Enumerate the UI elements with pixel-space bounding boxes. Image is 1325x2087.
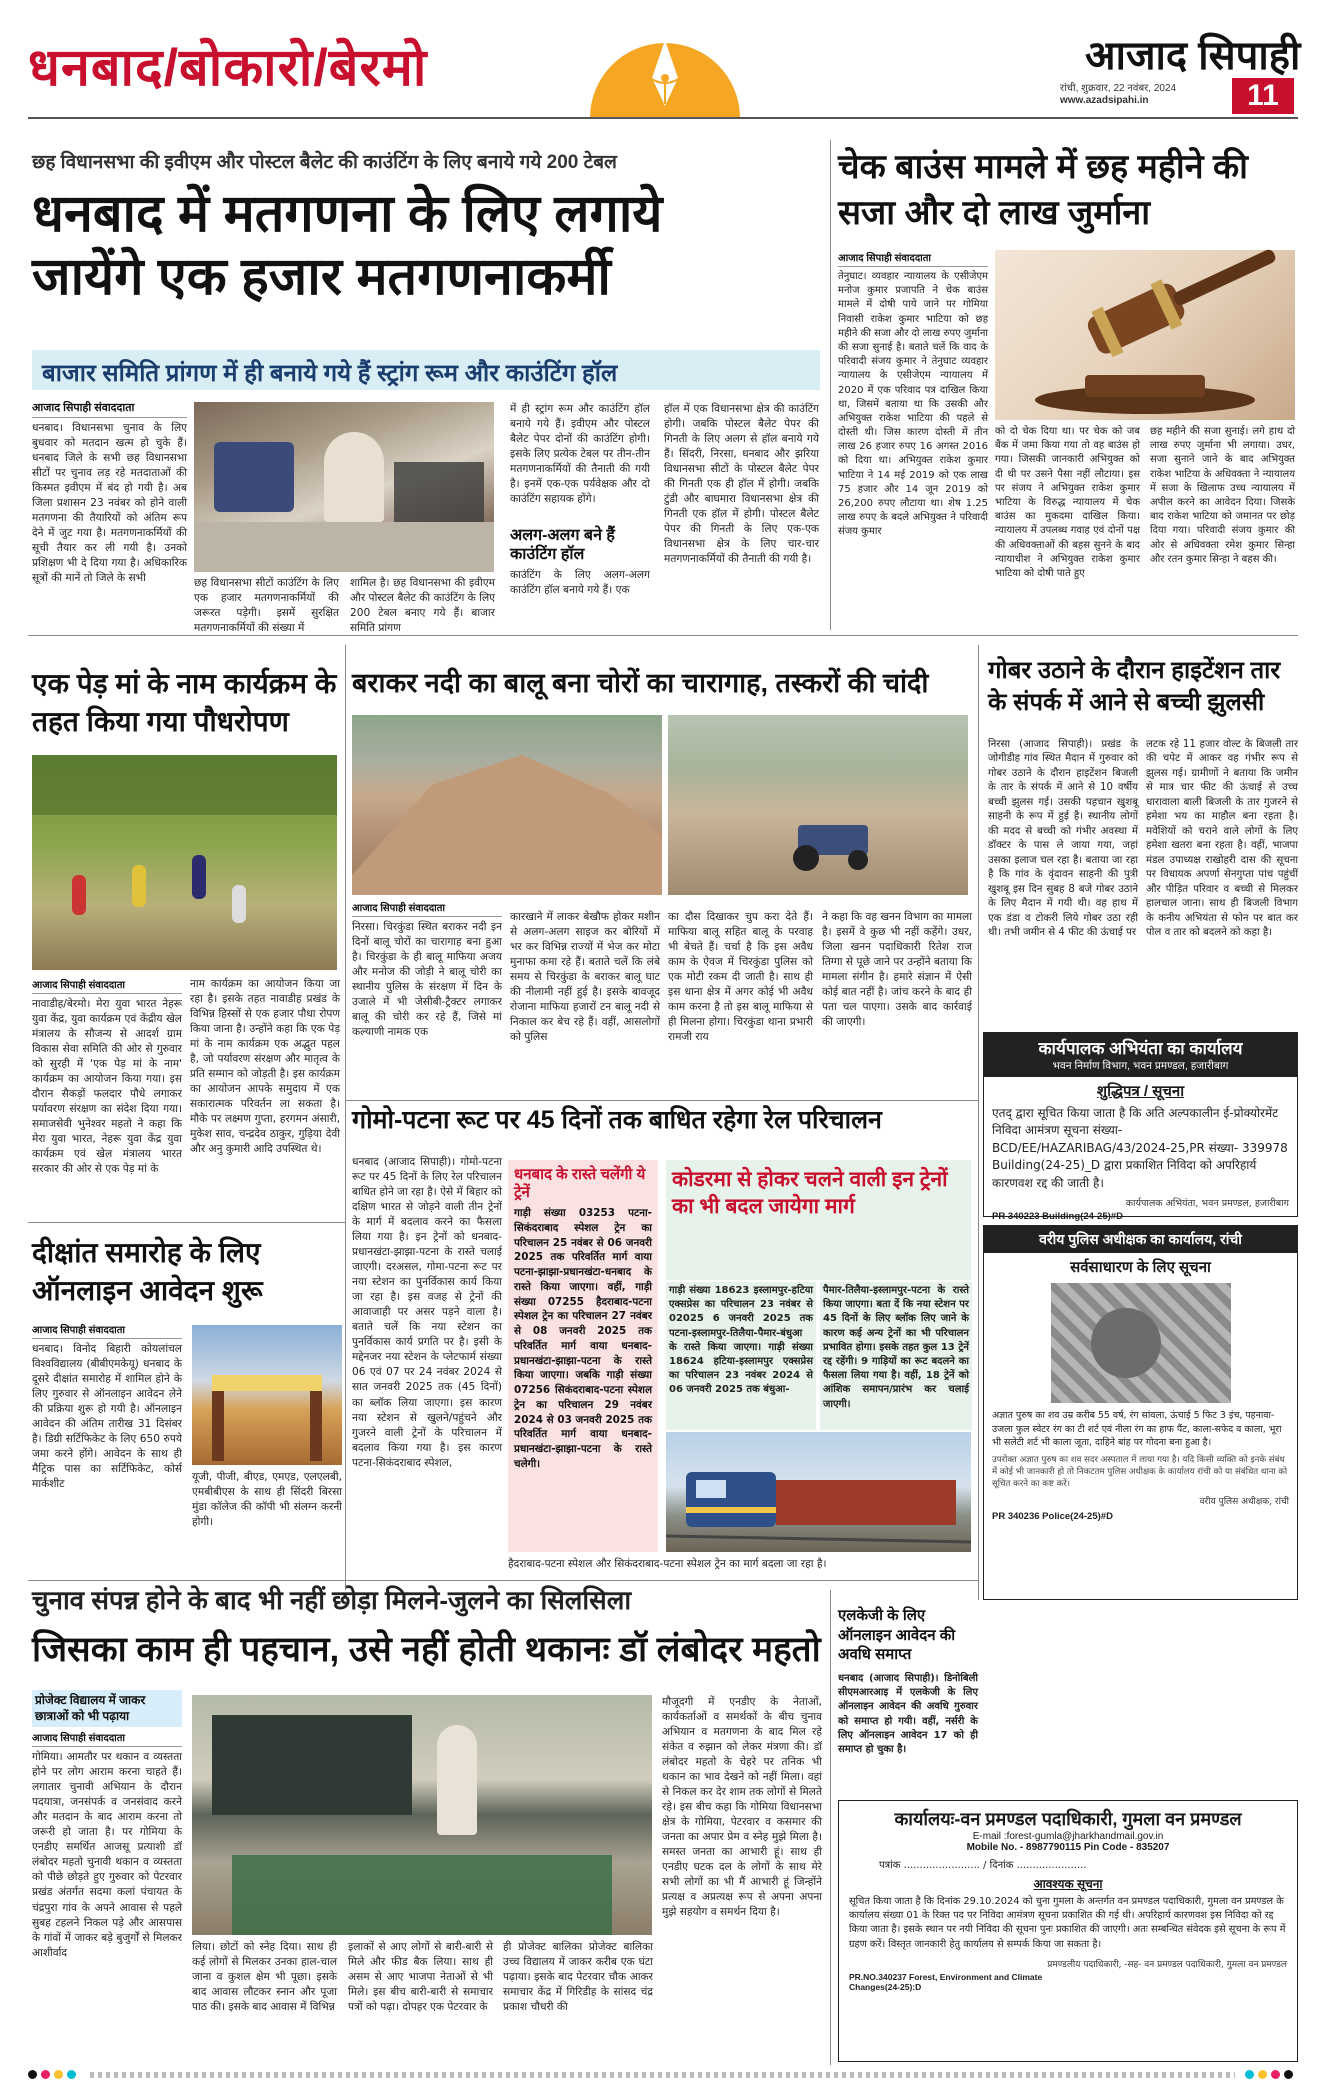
tree-byline: आजाद सिपाही संवाददाता: [32, 977, 182, 994]
election-headline: जिसका काम ही पहचान, उसे नहीं होती थकानः डॉ लंबोदर महतो: [32, 1630, 821, 1669]
footer-bar: [90, 2072, 1235, 2078]
sand-byline: आजाद सिपाही संवाददाता: [352, 900, 502, 917]
sand-col3: का दौस दिखाकर चुप करा देते हैं। माफिया बालू सहित बालू के परवाह भी बेचते हैं। चर्चा है कि इस अवैध काम के ऐवज में चिरकुंडा पुलिस को एक मोटी रकम दी जाती है। साथ ही इस धाना क्षेत्र में अगर कोई भी अवैध काम करना है तो इस बालू माफिया से ही मिलना होगा। चिरकुंडा थाना प्रभारी रामजी राय: [668, 911, 813, 1044]
police-note: उपरोक्त अज्ञात पुरुष का शव सदर अस्पताल में लाया गया है। यदि किसी व्यक्ति को इनके संबंध में कोई भी जानकारी हो तो निकटतम पुलिस अधीक्षक के कार्यालय रांची को या संबंधित थाना को सूचित करने का कष्ट करें।: [992, 1454, 1288, 1489]
counting-hall-photo: [194, 402, 494, 572]
notice-department: भवन निर्माण विभाग, भवन प्रमण्डल, हजारीबाग: [984, 1059, 1297, 1077]
lkg-body: धनबाद (आजाद सिपाही)। डिनोबिली सीएमआरआइ में एलकेजी के लिए ऑनलाइन आवेदन की अवधि गुरुवार को समाप्त हो गयी। वहीं, नर्सरी के लिए ऑनलाइन आवेदन 17 को ही समाप्त हो चुका है।: [838, 1673, 978, 1755]
section-title: धनबाद/बोकारो/बेरमो: [28, 39, 428, 97]
registration-dots-right: [1245, 2070, 1293, 2079]
corrigendum-notice: [983, 1032, 1298, 1222]
train-photo: [666, 1432, 971, 1552]
election-col3: इलाकों से आए लोगों से बारी-बारी से मिले और फीड बैक लिया। साथ ही असम से आए भाजपा नेताओं से भी मिले। इस बीच बारी-बारी से समाचार पत्रों को पढ़ा। दोपहर एक पेटरवार के: [348, 1941, 493, 2014]
masthead-rule: [28, 117, 1298, 119]
cheque-byline: आजाद सिपाही संवाददाता: [838, 250, 988, 267]
forest-notice: [838, 1800, 1298, 2062]
lead-headline-line1: धनबाद में मतगणना के लिए लगाये: [32, 185, 663, 243]
section-rule-1: [28, 635, 1298, 636]
koderma-box: [666, 1160, 971, 1280]
train-inset-head: धनबाद के रास्ते चलेंगी ये ट्रेनें: [514, 1166, 646, 1201]
election-inset: [32, 1690, 182, 2050]
koderma-col1: गाड़ी संख्या 18623 इस्लामपुर-हटिया एक्सप्रेस का परिचालन 23 नवंबर से 02025 6 जनवरी 2025 तक पटना-इस्लामपुर-तिलैया-पैमार-बंधुआ के रास्ते किया जाएगा। गाड़ी संख्या 18624 हटिया-इस्लामपुर एक्सप्रेस का परिचालन 23 नवंबर 2024 से 06 जनवरी 2025 तक बंधुआ-: [666, 1282, 816, 1430]
forest-signature: प्रमण्डलीय पदाधिकारी, -सह- वन प्रमण्डल पदाधिकारी, गुमला वन प्रमण्डल: [1047, 1959, 1287, 1970]
train-inset: [508, 1160, 658, 1552]
notice-title: शुद्धिपत्र / सूचना: [1096, 1083, 1185, 1100]
lead-col3: शामिल है। छह विधानसभा की इवीएम और पोस्टल बैलेट की काउंटिंग के लिए 200 टेबल बनाए गये हैं। बाजार समिति प्रांगण: [350, 577, 495, 635]
forest-pr: PR.NO.340237 Forest, Environment and Climate Changes(24-25):D: [849, 1971, 1043, 1992]
koderma-headline: कोडरमा से होकर चलने वाली इन ट्रेनों का भी बदल जायेगा मार्ग: [672, 1168, 948, 1219]
forest-office: कार्यालयः-वन प्रमण्डल पदाधिकारी, गुमला वन प्रमण्डल: [894, 1809, 1242, 1829]
plantation-photo: [32, 755, 337, 970]
cheque-col2: को दो चेक दिया था। पर चेक को जब बैंक में जमा किया गया तो वह बाउंस हो गया। जिसकी जानकारी अभियुक्त को दी थी पर उसने पैसा नहीं लौटाया। इस पर संजय ने अभियुक्त राकेश कुमार भाटिया के विरुद्ध न्यायालय में चेक बाउंस का मुकदमा दाखिल किया। न्यायालय में उपलब्ध गवाह एवं दोनों पक्ष की अधिवक्ताओं की बहस सुनने के बाद न्यायाधीश ने अभियुक्त राकेश कुमार भाटिया को दोषी पाते हुए: [995, 426, 1140, 579]
train-icon: [666, 1432, 971, 1552]
police-pr: PR 340236 Police(24-25)#D: [992, 1510, 1113, 1522]
sand-col1: निरसा। चिरकुंडा स्थित बराकर नदी इन दिनों बालू चोरों का चारागाह बना हुआ है। चिरकुंडा के ही बालू माफिया अजय और मनोज की जोड़ी ने बालू चोरी का स्थानीय पुलिस के संरक्षण में दिन के उजाले में भी जेसीबी-ट्रैक्टर लगाकर बालू की चोरी कर रहे हैं, जिसे मां कल्याणी नामक एक: [352, 921, 502, 1039]
column-divider: [978, 645, 979, 1600]
lead-subhead-bar: [32, 350, 820, 390]
dateline: रांची, शुक्रवार, 22 नवंबर, 2024: [1060, 83, 1177, 94]
masthead: [0, 0, 1325, 118]
section-rule-4: [28, 1580, 978, 1581]
forest-mobile: Mobile No. - 8987790115 Pin Code - 835207: [966, 1842, 1170, 1853]
lead-col5: हॉल में एक विधानसभा क्षेत्र की काउंटिंग होगी। जबकि पोस्टल बैलेट पेपर की गिनती के लिए अलग से हॉल बनाये गये हैं। सिंदरी, निरसा, धनबाद और झरिया विधानसभा सीटों के पोस्टल बैलेट पेपर की गिनती एक ही हॉल में होगी। जबकि टुंडी और बाघमारा विधानसभा क्षेत्र की गिनती एक हॉल में होगी। पोस्टल बैलेट पेपर की गिनती के लिए एक-एक विधानसभा क्षेत्र के लिए चार-चार मतगणनाकर्मियों की तैनाती की गयी है।: [664, 403, 819, 566]
notice-office: कार्यपालक अभियंता का कार्यालय: [984, 1033, 1297, 1059]
election-inset-head: प्रोजेक्ट विद्यालय में जाकर छात्राओं को भी पढ़ाया: [32, 1690, 182, 1727]
lead-col4b: काउंटिंग के लिए अलग-अलग काउंटिंग हॉल बनाये गये हैं। एक: [510, 569, 650, 597]
sand-col2: कारखाने में लाकर बेखौफ होकर मशीन से अलग-अलग साइज कर बोरियों में भर कर विभिन्न राज्यों में भेज कर मोटा मुनाफा कमा रहे हैं। बताते चलें कि लंबे समय से चिरकुंडा के बराकर बालू घाट की नीलामी नहीं हुई है। इसके बावजूद रोजाना माफिया हजारों टन बालू नदी से निकाल कर बेच रहे हैं। वहीं, आसलोगों को पुलिस: [510, 911, 660, 1044]
forest-email[interactable]: E-mail :forest-gumla@jharkhandmail.gov.in: [972, 1831, 1164, 1842]
train-bottom-line: हैदराबाद-पटना स्पेशल और सिकंदराबाद-पटना स्पेशल ट्रेन का मार्ग बदला जा रहा है।: [508, 1558, 827, 1570]
section-rule-2: [345, 1100, 978, 1101]
cheque-col3: छह महीने की सजा सुनाई। लगे हाथ दो लाख रुपए जुर्माना भी लगाया। उधर, सजा सुनाने जाने के बाद अभियुक्त राकेश भाटिया के अधिवक्ता ने न्यायालय में सजा के खिलाफ उच्च न्यायालय में अपील करने का आवेदन दिया। जिसके बाद राकेश भाटिया को जमानत पर छोड़ दिया गया। परिवादी संजय कुमार की ओर से अधिवक्ता रमेश कुमार सिन्हा और रतन कुमार सिन्हा ने बहस की।: [1150, 426, 1295, 565]
notice-pr: PR 340223 Building(24-25)#D: [992, 1210, 1123, 1222]
election-col4: ही प्रोजेक्ट बालिका प्रोजेक्ट बालिका उच्च विद्यालय में जाकर करीब एक घंटा पढ़ाया। इसके बाद पेटरवार चौक आकर समाचार केंद्र में गिरिडीह के सांसद चंद्र प्रकाश चौधरी की: [503, 1941, 653, 2014]
cheque-headline: चेक बाउंस मामले में छह महीने की सजा और दो लाख जुर्माना: [838, 148, 1248, 232]
police-title: सर्वसाधारण के लिए सूचना: [1070, 1259, 1211, 1276]
tree-col2: नाम कार्यक्रम का आयोजन किया जा रहा है। इसके तहत नावाडीह प्रखंड के विभिन्न हिस्सों से एक हजार पौधा रोपण किया जाना है। उन्होंने कहा कि एक पेड़ मां के नाम कार्यक्रम एक अद्भुत पहल है, जो पर्यावरण संरक्षण और मातृत्व के प्रति सम्मान को जोड़ती है। इस कार्यक्रम का आयोजन आपके समुदाय में एक सकारात्मक परिवर्तन ला सकता है। मौके पर लक्ष्मण गुप्ता, हरगमन अंसारी, मुकेश साव, चन्द्रदेव ठाकुर, गुड़िया देवी और अनु कुमारी आदि उपस्थित थे।: [190, 978, 340, 1156]
tree-col1: नावाडीह/बेरमो। मेरा युवा भारत नेहरू युवा केंद्र, युवा कार्यक्रम एवं केंद्रीय खेल मंत्रालय के सौजन्य से आदर्श ग्राम विकास सेवा समिति की ओर से गुरुवार को सुरही में 'एक पेड़ मां के नाम' कार्यक्रम का आयोजन किया गया। इस दौरान सैकड़ों फलदार पौधे लगाकर पर्यावरण संरक्षण का संदेश दिया गया। समाजसेवी भुनेश्वर महतो ने कहा कि मेरा युवा भारत, नेहरू युवा केंद्र युवा कार्यक्रम एवं खेल मंत्रालय भारत सरकार की ओर से एक पेड़ मां के: [32, 998, 182, 1176]
election-col1: गोमिया। आमतौर पर थकान व व्यस्तता होने पर लोग आराम करना चाहते हैं। लगातार चुनावी अभियान के दौरान पदयात्रा, जनसंपर्क व जनसंवाद करने और मतदान के बाद आराम करना तो जरूरी हो जाता है। पर गोमिया के एनडीए समर्थित आजसू प्रत्याशी डॉ लंबोदर महतो चुनावी थकान व व्यस्तता को पीछे छोड़ते हुए गुरुवार को पेटरवार प्रखंड अंतर्गत सदमा कलां पंचायत के चंद्रपुरा गांव के अपने आवास से पहले सुबह टहलने निकल पड़े और आसपास के गांवों में जाकर बड़े बुजुर्गों से मिलकर आशीर्वाद: [32, 1751, 182, 1959]
lead-inset-head: अलग-अलग बने हैं काउंटिंग हॉल: [510, 527, 615, 564]
police-signature: वरीय पुलिस अधीक्षक, रांची: [1199, 1496, 1289, 1507]
tree-headline: एक पेड़ मां के नाम कार्यक्रम के तहत किया गया पौधरोपण: [32, 668, 337, 737]
section-rule-3: [28, 1222, 345, 1223]
election-col2: लिया। छोटों को स्नेह दिया। साथ ही कई लोगों से मिलकर उनका हाल-चाल जाना व कुशल क्षेम भी पूछा। इसके बाद आवास लौटकर स्नान और पूजा पाठ की। इसके बाद आवास में विभिन्न: [192, 1941, 337, 2014]
sand-col4: ने कहा कि वह खनन विभाग का मामला है। इसमें वे कुछ भी नहीं कहेंगे। उधर, जिला खनन पदाधिकारी रितेश राज तिग्गा से पूछे जाने पर उन्होंने बताया कि मामला संगीन है। हमारे संज्ञान में ऐसी कोई बात नहीं है। जांच करने के बाद ही पता चल पाएगा। उसके बाद कार्रवाई की जाएगी।: [822, 911, 972, 1029]
forest-body: सूचित किया जाता है कि दिनांक 29.10.2024 को चुना गुमला के अन्तर्गत वन प्रमण्डल पदाधिकारी, गुमला वन प्रमण्डल के कार्यालय संख्या 01 के रिक्त पद पर निविदा आमंत्रण सूचना प्रकाशित की गई थी। अपरिहार्य कारणवश इस निविदा को रद्द किया जाता है। इसके स्थान पर नयी निविदा की सूचना पुनः प्रकाशित की जाएगी। अतः सम्बन्धित संवेदक इसे सूचना के रूप में ग्रहण करें। विस्तृत जानकारी हेतु कार्यालय से सम्पर्क किया जा सकता है।: [849, 1896, 1286, 1950]
lkg-headline: एलकेजी के लिए ऑनलाइन आवेदन की अवधि समाप्त: [838, 1607, 956, 1663]
police-description: अज्ञात पुरुष का शव उम्र करीब 55 वर्ष, रंग सांवला, ऊंचाई 5 फिट 3 इंच, पहनावा-उजला फुल स्वेटर रंग का टी शर्ट एवं नीला रंग का हाफ पैंट, काला-सफेद व काला, भूरा भी सलेटी शर्ट भी काला जूता, दाहिने बांह पर गोदना बना हुआ है।: [992, 1410, 1282, 1449]
column-divider: [345, 645, 346, 1590]
column-divider: [830, 140, 831, 630]
sand-pile-photo: [352, 715, 662, 895]
lead-photo-caption: छह विधानसभा सीटों काउंटिंग के लिए एक हजार मतगणनाकर्मियों की जरूरत पड़ेगी। इसमें सुरक्षित मतगणनाकर्मियों की संख्या में: [194, 577, 339, 635]
police-photo: [1051, 1283, 1231, 1403]
cheque-col1: तेनुघाट। व्यवहार न्यायालय के एसीजेएम मनोज कुमार प्रजापति ने चेक बाउंस मामले में दोषी पाये जाने पर गोमिया निवासी राकेश कुमार भाटिया को छह महीने की सजा और दो लाख रुपए जुर्माना की सजा सुनाई है। बताते चलें कि वाद के परिवादी संजय कुमार ने तेनुघाट व्यवहार न्यायालय के एसीजेएम न्यायालय में 2020 में एक परिवाद पत्र दाखिल किया था, जिसमें बताया था कि उसकी और अभियुक्त राकेश भाटिया की पहले से दोस्ती थी। जिस कारण दोस्ती में तीन लाख 26 हजार रुपए 16 अगस्त 2016 को दिया था। अभियुक्त राकेश कुमार भाटिया ने 14 मई 2019 को एक लाख 75 हजार और 14 जून 2019 को 26,200 रुपए लौटाया था। शेष 1.25 लाख रुपए के बदले अभियुक्त ने परिवादी संजय कुमार: [838, 271, 988, 538]
classroom-photo: [192, 1695, 652, 1935]
lead-col1: धनबाद। विधानसभा चुनाव के लिए बुधवार को मतदान खत्म हो चुके हैं। धनबाद जिले के सभी छह विधानसभा सीटों पर चुनाव लड़ रहे मतदाताओं की किस्मत इवीएम में बंद हो गयी है। अब जिला प्रशासन 23 नवंबर को होने वाली मतगणना की तैयारियों को अंतिम रूप देने में जुट गया है। मतगणनाकर्मियों की सूची तैयार कर ली गयी है। उनको प्रशिक्षण भी दे दिया गया है। अधिकारिक सूत्रों की मानें तो जिले के सभी: [32, 422, 187, 585]
convocation-col1: धनबाद। विनोद बिहारी कोयलांचल विश्वविद्यालय (बीबीएमकेयू) धनबाद के दूसरे दीक्षांत समारोह में शामिल होने के लिए गुरुवार से ऑनलाइन आवेदन लेने की प्रक्रिया शुरू हो गयी है। ऑनलाइन आवेदन की अंतिम तारीख 31 दिसंबर है। डिग्री सर्टिफिकेट के लिए 650 रुपये जमा करने होंगे। आवेदन के साथ ही मैट्रिक पास का सर्टिफिकेट, कोर्स मार्कशीट: [32, 1343, 182, 1491]
gavel-photo: [995, 250, 1295, 420]
page-number: 11: [1247, 79, 1279, 112]
sand-headline: बराकर नदी का बालू बना चोरों का चारागाह, तस्करों की चांदी: [352, 668, 929, 698]
column-divider: [830, 1590, 831, 2065]
koderma-col2: पैमार-तिलैया-इस्लामपुर-पटना के रास्ते किया जाएगा। बता दें कि नया स्टेशन पर 45 दिनों के लिए ब्लॉक लिए जाने के कारण कई अन्य ट्रेनों का भी परिचालन प्रभावित होगा। इसके तहत कुल 13 ट्रेनें रद्द रहेंगी। 9 गाड़ियों का रूट बदलने का फैसला लिया गया है। वहीं, 18 ट्रेनें को आंशिक समापन/प्रारंभ कर चलाई जाएगी।: [820, 1282, 972, 1430]
police-office: वरीय पुलिस अधीक्षक का कार्यालय, रांची: [984, 1226, 1297, 1253]
lead-col4: में ही स्ट्रांग रूम और काउंटिंग हॉल बनाये गये हैं। इवीएम और पोस्टल बैलेट पेपर दोनों की काउंटिंग होगी। इसके लिए प्रत्येक टेबल पर तीन-तीन मतगणनाकर्मियों की तैनाती की गयी है। इनमें एक-एक पर्यवेक्षक और दो काउंटिंग सहायक होंगे।: [510, 403, 650, 506]
tractor-photo: [668, 715, 968, 895]
electric-col1: निरसा (आजाद सिपाही)। प्रखंड के जोगीडीह गांव स्थित मैदान में गुरुवार को गोबर उठाने के दौरान हाइटेंशन बिजली के तार के संपर्क में आने से 10 वर्षीय बच्ची झुलस गई। उसकी पहचान खुशबू साहनी के रूप में हुई है। स्थानीय लोगों की मदद से बच्ची को गंभीर अवस्था में डॉक्टर के पास ले जाया गया, जहां उसका इलाज चल रहा है। बताया जा रहा है कि गांव के वृंदावन साहनी की पुत्री खुशबू इस दिन सुबह 8 बजे गोबर उठाने के लिए मैदान में गयी थी। वह हाथ में एक डंडा व टोकरी लिये गोबर उठा रही थी। तभी जमीन से 4 फीट की ऊंचाई पर: [988, 739, 1138, 939]
lead-headline-line2: जायेंगे एक हजार मतगणनाकर्मी: [32, 248, 611, 306]
lead-byline: आजाद सिपाही संवाददाता: [32, 400, 187, 418]
notice-signature: कार्यपालक अभियंता, भवन प्रमण्डल, हजारीबाग: [1125, 1197, 1289, 1209]
convocation-col2: यूजी, पीजी, बीएड, एमएड, एलएलबी, एमबीबीएस के साथ ही सिंदरी बिरसा मुंडा कॉलेज की कॉपी भी संलग्न करनी होगी।: [192, 1471, 342, 1529]
train-inset-body: गाड़ी संख्या 03253 पटना-सिकंदराबाद स्पेशल ट्रेन का परिचालन 25 नवंबर से 06 जनवरी 2025 तक परिवर्तित मार्ग वाया पटना-झाझा-प्रधानखंटा-धनबाद के रास्ते किया जाएगा। वहीं, गाड़ी संख्या 07255 हैदराबाद-पटना स्पेशल ट्रेन का परिचालन 27 नवंबर से 08 जनवरी 2025 तक परिवर्तित मार्ग वाया धनबाद-प्रधानखंटा-झाझा-पटना के रास्ते किया जाएगा। जबकि गाड़ी संख्या 07256 सिकंदराबाद-पटना स्पेशल ट्रेन का परिचालन 29 नवंबर 2024 से 03 जनवरी 2025 तक परिवर्तित मार्ग वाया धनबाद-प्रधानखंटा-झाझा-पटना के रास्ते चलेगी।: [514, 1207, 652, 1471]
electric-headline: गोबर उठाने के दौरान हाइटेंशन तार के संपर्क में आने से बच्ची झुलसी: [988, 657, 1281, 717]
election-kicker: चुनाव संपन्न होने के बाद भी नहीं छोड़ा मिलने-जुलने का सिलसिला: [32, 1585, 632, 1615]
paper-name: आजाद सिपाही: [1085, 34, 1301, 78]
police-notice: [983, 1225, 1298, 1600]
forest-patrank: पत्रांक ........................ / दिनांक ......................: [879, 1860, 1087, 1871]
registration-dots-left: [28, 2070, 76, 2079]
convocation-headline: दीक्षांत समारोह के लिए ऑनलाइन आवेदन शुरू: [32, 1237, 263, 1306]
lead-subhead: बाजार समिति प्रांगण में ही बनाये गये हैं स्ट्रांग रूम और काउंटिंग हॉल: [42, 360, 618, 387]
train-headline: गोमो-पटना रूट पर 45 दिनों तक बाधित रहेगा रेल परिचालन: [352, 1106, 882, 1134]
page-number-badge: [1232, 78, 1294, 114]
notice-body: एतद् द्वारा सूचित किया जाता है कि अति अल्पकालीन ई-प्रोक्योरमेंट निविदा आमंत्रण सूचना संख्या- BCD/EE/HAZARIBAG/43/2024-25,PR संख्या- 339978 Building(24-25)_D द्वारा प्रकाशित निविदा को अपरिहार्य कारणवश रद्द की जाती है।: [992, 1106, 1288, 1190]
forest-title: आवश्यक सूचना: [1033, 1877, 1103, 1891]
election-byline: आजाद सिपाही संवाददाता: [32, 1730, 182, 1747]
website[interactable]: www.azadsipahi.in: [1060, 95, 1149, 106]
lead-kicker: छह विधानसभा की इवीएम और पोस्टल बैलेट की काउंटिंग के लिए बनाये गये 200 टेबल: [32, 152, 617, 173]
convocation-byline: आजाद सिपाही संवाददाता: [32, 1322, 182, 1339]
pen-nib-sunrise-icon: [580, 28, 750, 118]
train-col1: धनबाद (आजाद सिपाही)। गोमो-पटना रूट पर 45 दिनों के लिए रेल परिचालन बाधित होने जा रहा है। ऐसे में बिहार को दक्षिण भारत से जोड़ने वाली तीन ट्रेनों के मार्ग में बदलाव करने का फैसला लिया गया है। इन ट्रेनों को धनबाद-प्रधानखंटा-झाझा-पटना के रास्ते चलाई जाएगी। दरअसल, गोमा-पटना रूट पर नया स्टेशन का पुनर्विकास कार्य किया जा रहा है। इस वजह से ट्रेनों की आवाजाही पर असर पड़ने वाला है। बताते चलें कि नया स्टेशन का पुनर्विकास कार्य प्रगति पर है। इसी के मद्देनजर नया स्टेशन के प्लेटफार्म संख्या 06 एवं 07 पर 24 नवंबर 2024 से सात जनवरी 2025 तक (45 दिनों) का ब्लॉक लिया जाएगा। इस कारण नया स्टेशन से खुलने/पहुंचने और गुजरने वाली ट्रेनों के परिचालन में बदलाव किया गया है। इस कारण पटना-सिकंदराबाद स्पेशल,: [352, 1156, 502, 1469]
gavel-icon: [995, 250, 1295, 420]
electric-col2: लटक रहे 11 हजार वोल्ट के बिजली तार की चपेट में आकर वह गंभीर रूप से झुलस गई। ग्रामीणों ने बताया कि जमीन से मात्र चार फीट की ऊंचाई से उच्च धारावाला बाली बिजली के तार गुजरने से हमेशा भय का माहौल बना रहता है। मवेशियों को चराने वाले लोगों के लिए हमेशा खतरा बना रहता है। वहीं, भाजपा मंडल उपाध्यक्ष राखोहरी दास की सूचना पर विधायक अपर्णा सेनगुप्ता पांच पहुंचीं और पीड़ित परिवार व बच्ची से मिलकर हालचाल जाना। साथ ही बिजली विभाग के कनीय अभियंता से फोन पर बात कर पोल व तार को बदलने को कहा है।: [1146, 739, 1298, 939]
university-gate-photo: [192, 1325, 342, 1465]
election-col5: मौजूदगी में एनडीए के नेताओं, कार्यकर्ताओं व समर्थकों के बीच चुनाव अभियान व मतगणना के बाद मिल रहे संकेत व रुझान को लेकर मंत्रणा की। डॉ लंबोदर महतो के चेहरे पर तनिक भी थकान का भाव देखने को नहीं मिला। वहां से निकल कर देर शाम तक लोगों से मिलते रहे। इस बीच कहा कि गोमिया विधानसभा क्षेत्र के गोमिया, पेटरवार व कसमार की जनता का अपार प्रेम व स्नेह मुझे मिला है। समस्त जनता का आभारी हूं। साथ ही एनडीए घटक दल के लोगों के साथ मेरे सभी लोगों का भी मैं आभारी हूं जिन्होंने प्रत्यक्ष व अप्रत्यक्ष रूप से अपना अपना मुझे सहयोग व समर्थन दिया है।: [662, 1696, 822, 1919]
